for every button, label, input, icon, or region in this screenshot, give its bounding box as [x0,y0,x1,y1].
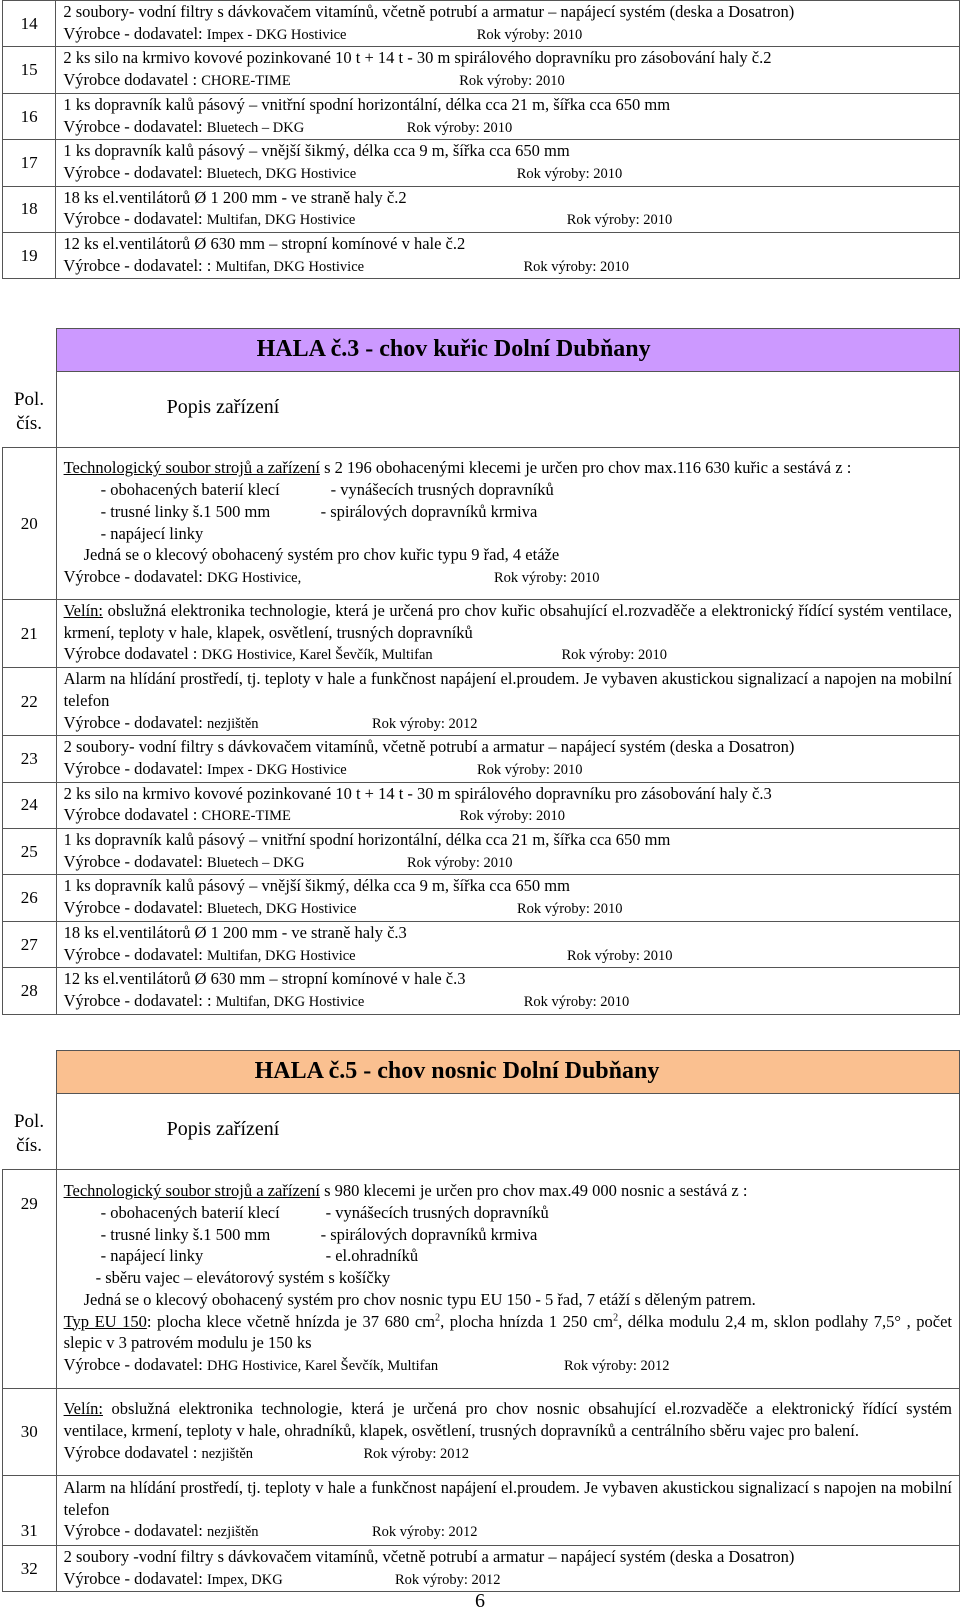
row-description [56,968,959,1014]
row-description [56,829,959,875]
maker-label: Výrobce - dodavatel: [63,1568,203,1588]
maker-label: Výrobce - dodavatel: [63,944,203,964]
row30-lead: Velín: [63,1399,103,1419]
row-description [56,448,959,600]
maker-label: Výrobce - dodavatel: [63,898,203,918]
row20-item: - napájecí linky [100,523,204,543]
maker-label: Výrobce - dodavatel: [63,209,203,229]
year-value: Rok výroby: 2010 [566,947,673,964]
row29-summary: Jedná se o klecový obohacený systém pro chov nosnic typu EU 150 - 5 řad, 7 etáží s děleným patrem. [83,1289,756,1309]
maker-value: DHG Hostivice, Karel Ševčík, Multifan [206,1357,439,1374]
maker-value: DKG Hostivice, Karel Ševčík, Multifan [201,647,433,664]
row29-intro: s 980 klecemi je určen pro chov max.49 000 nosnic a sestává z : [319,1181,748,1201]
table-row [3,782,960,828]
row21-text: obslužná elektronika technologie, která je určená pro chov kuřic obsahující el.rozvaděče a elektronický řídící systém ventilace, krmení, teploty v hale, klapek, osvětlení, trusných dopravníků [63,601,952,642]
row29-intro-underlined: Technologický soubor strojů a zařízení [63,1181,320,1201]
table-row [3,93,960,139]
row29-type: , plocha hnízda 1 250 cm [440,1311,614,1331]
row29-type: , délka modulu 2,4 m, sklon podlahy 7,5° , počet slepic v 3 patrovém modulu je 150 ks [63,1311,953,1353]
maker-label: Výrobce - dodavatel: [63,566,203,586]
maker-label: Výrobce - dodavatel: [63,1521,203,1541]
item-text: 2 soubory- vodní filtry s dávkovačem vitamínů, včetně potrubí a armatur – napájecí systém (deska a Dosatron) [63,2,795,21]
maker-value: nezjištěn [206,1524,259,1541]
table-row [3,921,960,967]
item-text: 1 ks dopravník kalů pásový – vnitřní spodní horizontální, délka cca 21 m, šířka cca 650 mm [63,830,671,850]
maker-label: Výrobce - dodavatel: : [63,990,212,1010]
row-number: 20 [3,448,57,600]
year-value: Rok výroby: 2010 [561,647,668,664]
row-number: 29 [3,1170,57,1389]
maker-label: Výrobce - dodavatel: : [63,255,212,275]
row-number: 16 [3,93,56,139]
hall5-subheader-row [3,1094,960,1170]
equipment-table-hall2-continued [2,0,960,279]
maker-label: Výrobce - dodavatel: [63,1354,203,1374]
maker-value: Bluetech – DKG [206,854,305,871]
row-number: 15 [3,47,56,93]
row32-text: 2 soubory -vodní filtry s dávkovačem vitamínů, včetně potrubí a armatur – napájecí systém (deska a Dosatron) [63,1547,795,1566]
item-text: 12 ks el.ventilátorů Ø 630 mm – stropní komínové v hale č.3 [63,969,466,989]
maker-value: DKG Hostivice, [206,569,302,586]
row-description [56,921,959,967]
row-description [56,736,959,782]
year-value: Rok výroby: 2010 [476,26,583,43]
year-value: Rok výroby: 2012 [563,1357,670,1374]
row30-text: obslužná elektronika technologie, která je určená pro chov nosnic obsahující el.rozvaděče a elektronický řídící systém ventilace, krmení, teploty v hale, ohradníků, klapek, osvětlení, trusných dopravníků a centrálního sběru vajec pro balení. [63,1399,952,1441]
item-text: 1 ks dopravník kalů pásový – vnitřní spodní horizontální, délka cca 21 m, šířka cca 650 mm [63,94,671,114]
superscript: 2 [435,1312,441,1324]
item-text: 18 ks el.ventilátorů Ø 1 200 mm - ve straně haly č.2 [63,187,407,207]
year-value: Rok výroby: 2012 [394,1571,501,1588]
item-text: 1 ks dopravník kalů pásový – vnější šikmý, délka cca 9 m, šířka cca 650 mm [63,876,570,896]
table-row [3,600,960,668]
row-description [56,1170,959,1389]
row-number: 14 [3,1,56,47]
row-number: 30 [3,1389,57,1476]
row20-item: - vynášecích trusných dopravníků [330,480,554,500]
table-row [3,448,960,600]
maker-value: Bluetech, DKG Hostivice [206,901,357,918]
maker-label: Výrobce - dodavatel: [63,712,203,732]
row-description [56,668,959,736]
row-number: 27 [3,921,57,967]
row-number: 18 [3,186,56,232]
year-value: Rok výroby: 2010 [516,901,623,918]
hall3-title: HALA č.3 - chov kuřic Dolní Dubňany [256,335,651,362]
item-text: 2 soubory- vodní filtry s dávkovačem vitamínů, včetně potrubí a armatur – napájecí systém (deska a Dosatron) [63,737,795,757]
row22-text: Alarm na hlídání prostředí, tj. teploty v hale a funkčnost napájení el.proudem. Je vybaven akustickou signalizací a napojen na mobilní telefon [63,669,952,710]
description-header-label: Popis zařízení [166,395,280,418]
table-row [3,736,960,782]
description-header-cell [56,1094,959,1170]
table-row [3,829,960,875]
table-row [3,1170,960,1389]
table-row [3,968,960,1014]
item-text: 12 ks el.ventilátorů Ø 630 mm – stropní komínové v hale č.2 [63,234,466,254]
row20-intro: s 2 196 obohacenými klecemi je určen pro chov max.116 630 kuřic a sestává z : [319,458,852,478]
superscript: 2 [613,1312,619,1324]
cis-label: čís. [16,412,42,434]
maker-value: Multifan, DKG Hostivice [215,258,365,275]
maker-label: Výrobce - dodavatel: [63,162,203,182]
top-table-body [3,1,960,279]
row29-item: - sběru vajec – elevátorový systém s košíčky [95,1268,391,1288]
item-text: 18 ks el.ventilátorů Ø 1 200 mm - ve straně haly č.3 [63,922,407,942]
row31-text: Alarm na hlídání prostředí, tj. teploty v hale a funkčnost napájení el.proudem. Je vybaven akustickou signalizací s napojen na mobilní telefon [63,1477,952,1519]
table-row [3,1476,960,1546]
hall5-header-row [3,1051,960,1094]
row21-lead: Velín: [63,601,103,620]
row-description [56,140,960,186]
maker-label: Výrobce - dodavatel: [63,116,203,136]
row-number: 17 [3,140,56,186]
table-row [3,1,960,47]
row29-item: - napájecí linky [100,1246,204,1266]
year-value: Rok výroby: 2010 [406,119,513,136]
row-description [56,1389,959,1476]
year-value: Rok výroby: 2010 [406,854,513,871]
page-number: 6 [475,1590,485,1612]
maker-value: nezjištěn [206,715,259,732]
item-text: 1 ks dopravník kalů pásový – vnější šikmý, délka cca 9 m, šířka cca 650 mm [63,141,570,161]
year-value: Rok výroby: 2010 [476,761,583,778]
equipment-table-hall3 [2,328,960,1015]
item-text: 2 ks silo na krmivo kovové pozinkované 10 t + 14 t - 30 m spirálového dopravníku pro zásobování haly č.2 [63,48,772,68]
row-number: 24 [3,782,57,828]
maker-value: CHORE-TIME [201,808,291,825]
row29-item: - spirálových dopravníků krmiva [320,1224,538,1244]
row-number: 22 [3,668,57,736]
row29-item: - trusné linky š.1 500 mm [100,1224,271,1244]
pol-cis-header [3,1051,57,1170]
year-value: Rok výroby: 2010 [459,808,566,825]
maker-value: Bluetech, DKG Hostivice [206,165,357,182]
year-value: Rok výroby: 2012 [363,1445,470,1462]
maker-label: Výrobce - dodavatel: [63,851,203,871]
row-description [56,1,960,47]
maker-label: Výrobce dodavatel : [63,70,198,90]
table-row [3,47,960,93]
row-description [56,1476,959,1546]
row-description [56,875,959,921]
row-number: 19 [3,233,56,279]
row-description [56,47,960,93]
row-description [56,1546,959,1592]
year-value: Rok výroby: 2010 [566,212,673,229]
row-number: 28 [3,968,57,1014]
hall3-header-row [3,329,960,372]
hall5-title-cell [56,1051,959,1094]
maker-label: Výrobce dodavatel : [63,1442,198,1462]
year-value: Rok výroby: 2010 [523,993,630,1010]
year-value: Rok výroby: 2010 [523,258,629,275]
maker-value: Impex - DKG Hostivice [206,26,347,43]
maker-value: Impex - DKG Hostivice [206,761,347,778]
row29-item: - obohacených baterií klecí [100,1203,280,1223]
row-number: 21 [3,600,57,668]
table-row [3,875,960,921]
maker-label: Výrobce dodavatel : [63,805,198,825]
year-value: Rok výroby: 2010 [459,73,565,90]
row29-type-underlined: Typ EU 150 [63,1311,147,1331]
hall3-subheader-row [3,372,960,448]
row20-intro-underlined: Technologický soubor strojů a zařízení [63,458,320,478]
item-text: 2 ks silo na krmivo kovové pozinkované 10 t + 14 t - 30 m spirálového dopravníku pro zásobování haly č.3 [63,783,772,803]
table-row [3,186,960,232]
pol-label: Pol. [13,1110,45,1132]
maker-value: Multifan, DKG Hostivice [206,212,356,229]
cis-label: čís. [16,1134,42,1156]
description-header-cell [56,372,959,448]
row-description [56,186,960,232]
maker-label: Výrobce - dodavatel: [63,758,203,778]
pol-cis-header [3,329,57,448]
maker-value: Impex, DKG [206,1571,283,1588]
maker-value: CHORE-TIME [201,73,291,90]
row-number: 23 [3,736,57,782]
pol-label: Pol. [13,388,45,410]
year-value: Rok výroby: 2012 [371,715,478,732]
row20-item: - obohacených baterií klecí [100,480,280,500]
row29-item: - vynášecích trusných dopravníků [325,1203,549,1223]
year-value: Rok výroby: 2010 [493,569,600,586]
table-row [3,140,960,186]
maker-label: Výrobce - dodavatel: [63,23,203,43]
row-description [56,93,960,139]
row-description [56,233,960,279]
row-description [56,600,959,668]
row29-item: - el.ohradníků [325,1246,419,1266]
row20-item: - spirálových dopravníků krmiva [320,501,538,521]
row-number: 25 [3,829,57,875]
row-number: 32 [3,1546,57,1592]
hall3-title-cell [56,329,959,372]
description-header-label: Popis zařízení [166,1117,280,1140]
year-value: Rok výroby: 2012 [371,1524,478,1541]
hall3-simple-rows [3,736,960,1014]
row20-item: - trusné linky š.1 500 mm [100,501,271,521]
maker-label: Výrobce dodavatel : [63,644,198,664]
table-row [3,1546,960,1592]
maker-value: Bluetech – DKG [206,119,305,136]
row-description [56,782,959,828]
equipment-table-hall5 [2,1050,960,1592]
maker-value: Multifan, DKG Hostivice [215,993,365,1010]
row-number: 26 [3,875,57,921]
hall5-title: HALA č.5 - chov nosnic Dolní Dubňany [254,1057,660,1084]
row29-type: : plocha klece včetně hnízda je 37 680 cm [146,1311,436,1331]
row20-summary: Jedná se o klecový obohacený systém pro chov kuřic typu 9 řad, 4 etáže [83,545,560,565]
row-number: 31 [3,1476,57,1546]
table-row [3,668,960,736]
maker-value: nezjištěn [201,1445,254,1462]
table-row [3,1389,960,1476]
table-row [3,233,960,279]
year-value: Rok výroby: 2010 [516,165,623,182]
maker-value: Multifan, DKG Hostivice [206,947,356,964]
